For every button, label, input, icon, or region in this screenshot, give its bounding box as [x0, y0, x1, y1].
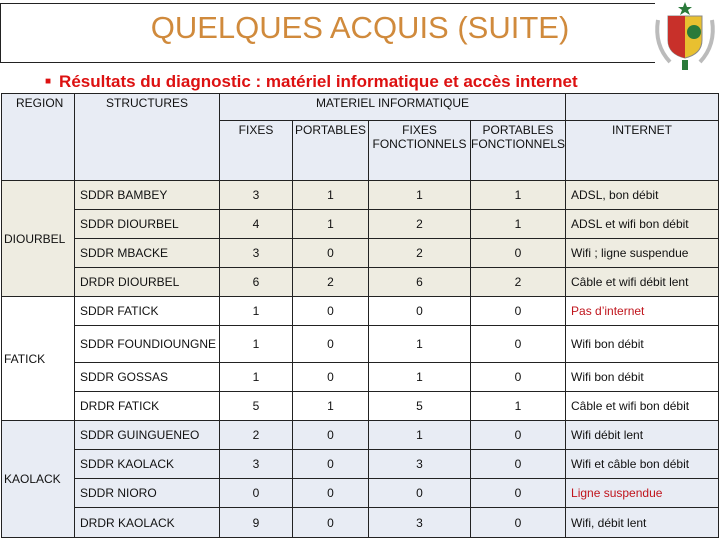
structure-cell: SDDR FATICK — [75, 297, 220, 326]
internet-cell: Wifi et câble bon débit — [566, 450, 719, 479]
portables-fonctionnels-cell: 0 — [471, 508, 566, 538]
internet-cell: Câble et wifi bon débit — [566, 392, 719, 421]
header-materiel: MATERIEL INFORMATIQUE — [220, 94, 566, 121]
portables-cell: 1 — [293, 181, 369, 210]
fixes-cell: 1 — [220, 297, 293, 326]
portables-cell: 0 — [293, 421, 369, 450]
fixes-cell: 1 — [220, 363, 293, 392]
structure-cell: SDDR GUINGUENEO — [75, 421, 220, 450]
page-title: QUELQUES ACQUIS (SUITE) — [150, 10, 570, 45]
structure-cell: SDDR MBACKE — [75, 239, 220, 268]
fixes-fonctionnels-cell: 0 — [369, 297, 471, 326]
table-row — [2, 479, 719, 508]
region-cell: DIOURBEL — [2, 181, 75, 297]
internet-cell: ADSL et wifi bon débit — [566, 210, 719, 239]
portables-fonctionnels-cell: 0 — [471, 239, 566, 268]
portables-fonctionnels-cell: 0 — [471, 450, 566, 479]
header-internet: INTERNET — [566, 121, 719, 181]
internet-cell: Wifi bon débit — [566, 363, 719, 392]
fixes-cell: 5 — [220, 392, 293, 421]
fixes-cell: 9 — [220, 508, 293, 538]
region-cell: FATICK — [2, 297, 75, 421]
portables-cell: 2 — [293, 268, 369, 297]
fixes-cell: 4 — [220, 210, 293, 239]
header-portables-fonctionnels: PORTABLES FONCTIONNELS — [471, 121, 566, 181]
internet-cell: Ligne suspendue — [566, 479, 719, 508]
portables-cell: 0 — [293, 326, 369, 363]
section-subtitle: ■ Résultats du diagnostic : matériel informatique et accès internet — [45, 72, 578, 91]
fixes-fonctionnels-cell: 1 — [369, 421, 471, 450]
coat-of-arms-icon — [650, 0, 720, 76]
table-row — [2, 392, 719, 421]
table-row — [2, 363, 719, 392]
internet-cell: Câble et wifi débit lent — [566, 268, 719, 297]
internet-cell: Pas d’internet — [566, 297, 719, 326]
portables-cell: 0 — [293, 363, 369, 392]
portables-fonctionnels-cell: 0 — [471, 297, 566, 326]
fixes-cell: 6 — [220, 268, 293, 297]
portables-fonctionnels-cell: 0 — [471, 479, 566, 508]
fixes-cell: 3 — [220, 239, 293, 268]
internet-cell: Wifi bon débit — [566, 326, 719, 363]
portables-fonctionnels-cell: 1 — [471, 392, 566, 421]
fixes-cell: 1 — [220, 326, 293, 363]
fixes-fonctionnels-cell: 6 — [369, 268, 471, 297]
fixes-fonctionnels-cell: 5 — [369, 392, 471, 421]
table-row — [2, 239, 719, 268]
portables-fonctionnels-cell: 0 — [471, 326, 566, 363]
structure-cell: DRDR FATICK — [75, 392, 220, 421]
structure-cell: SDDR NIORO — [75, 479, 220, 508]
portables-cell: 0 — [293, 479, 369, 508]
portables-fonctionnels-cell: 0 — [471, 363, 566, 392]
structure-cell: DRDR DIOURBEL — [75, 268, 220, 297]
header-region: REGION — [2, 94, 75, 181]
table-row — [2, 421, 719, 450]
header-structures: STRUCTURES — [75, 94, 220, 181]
fixes-cell: 3 — [220, 181, 293, 210]
header-empty — [566, 94, 719, 121]
table-row — [2, 181, 719, 210]
portables-cell: 0 — [293, 297, 369, 326]
structure-cell: DRDR KAOLACK — [75, 508, 220, 538]
header-fixes-fonctionnels: FIXES FONCTIONNELS — [369, 121, 471, 181]
fixes-cell: 3 — [220, 450, 293, 479]
portables-cell: 0 — [293, 508, 369, 538]
portables-fonctionnels-cell: 0 — [471, 421, 566, 450]
fixes-fonctionnels-cell: 3 — [369, 450, 471, 479]
portables-cell: 0 — [293, 450, 369, 479]
portables-cell: 0 — [293, 239, 369, 268]
structure-cell: SDDR BAMBEY — [75, 181, 220, 210]
header-portables: PORTABLES — [293, 121, 369, 181]
diagnostic-table — [1, 93, 719, 538]
table-row — [2, 268, 719, 297]
header-fixes: FIXES — [220, 121, 293, 181]
table-row — [2, 210, 719, 239]
fixes-fonctionnels-cell: 1 — [369, 363, 471, 392]
internet-cell: Wifi débit lent — [566, 421, 719, 450]
structure-cell: SDDR GOSSAS — [75, 363, 220, 392]
fixes-cell: 2 — [220, 421, 293, 450]
internet-cell: Wifi, débit lent — [566, 508, 719, 538]
fixes-fonctionnels-cell: 1 — [369, 326, 471, 363]
portables-fonctionnels-cell: 1 — [471, 210, 566, 239]
internet-cell: ADSL, bon débit — [566, 181, 719, 210]
fixes-fonctionnels-cell: 0 — [369, 479, 471, 508]
portables-fonctionnels-cell: 1 — [471, 181, 566, 210]
table-row — [2, 450, 719, 479]
portables-fonctionnels-cell: 2 — [471, 268, 566, 297]
fixes-cell: 0 — [220, 479, 293, 508]
internet-cell: Wifi ; ligne suspendue — [566, 239, 719, 268]
table-row — [2, 508, 719, 538]
fixes-fonctionnels-cell: 3 — [369, 508, 471, 538]
table-row — [2, 297, 719, 326]
subtitle-text: Résultats du diagnostic : matériel informatique et accès internet — [59, 72, 578, 91]
fixes-fonctionnels-cell: 2 — [369, 239, 471, 268]
fixes-fonctionnels-cell: 2 — [369, 210, 471, 239]
portables-cell: 1 — [293, 392, 369, 421]
table-row — [2, 326, 719, 363]
structure-cell: SDDR KAOLACK — [75, 450, 220, 479]
structure-cell: SDDR DIOURBEL — [75, 210, 220, 239]
region-cell: KAOLACK — [2, 421, 75, 538]
portables-cell: 1 — [293, 210, 369, 239]
fixes-fonctionnels-cell: 1 — [369, 181, 471, 210]
structure-cell: SDDR FOUNDIOUNGNE — [75, 326, 220, 363]
